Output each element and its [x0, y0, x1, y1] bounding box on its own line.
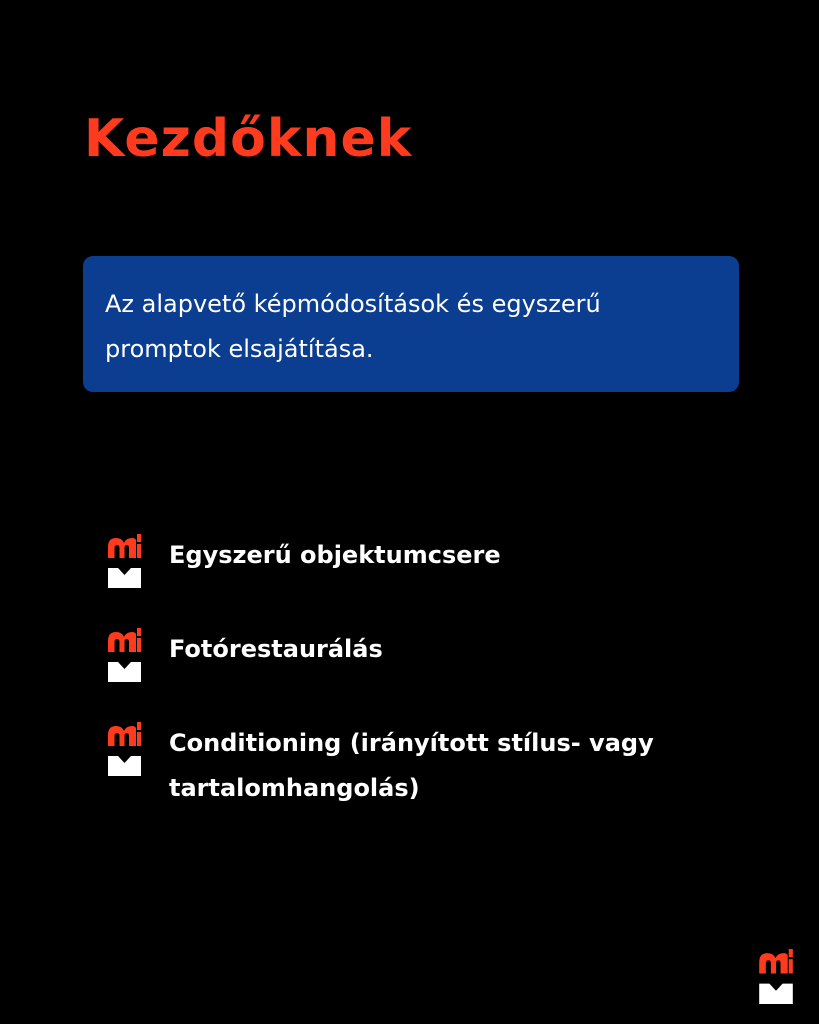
intro-box — [83, 256, 739, 392]
brand-logo-icon — [108, 534, 141, 588]
corner-brand-logo-icon — [759, 949, 793, 1004]
list-item — [108, 628, 729, 682]
feature-label: Fotórestaurálás — [169, 635, 383, 663]
feature-label: Egyszerű objektumcsere — [169, 541, 501, 569]
page-title: Kezdőknek — [84, 109, 413, 169]
list-item — [108, 534, 729, 588]
list-item — [108, 722, 729, 811]
feature-label: Conditioning (irányított stílus- vagy tartalomhangolás) — [169, 729, 654, 802]
brand-logo-icon — [108, 722, 141, 776]
intro-text: Az alapvető képmódosítások és egyszerű promptok elsajátítása. — [105, 290, 601, 363]
brand-logo-icon — [108, 628, 141, 682]
